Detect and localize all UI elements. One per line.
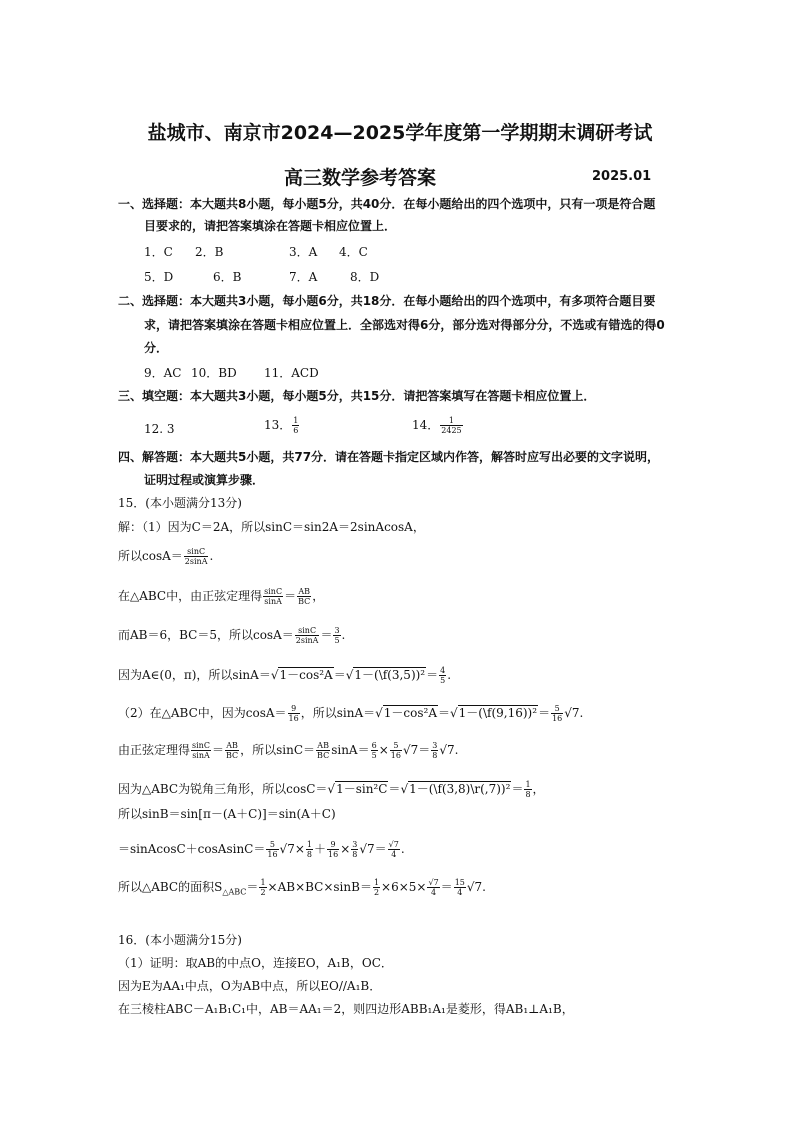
answer-8: 8．D bbox=[350, 270, 380, 284]
frac-num: 3 bbox=[334, 626, 340, 635]
text: . bbox=[482, 880, 486, 894]
text: ＝ bbox=[538, 706, 551, 720]
frac-den: 2 bbox=[373, 888, 380, 897]
text: ＝ bbox=[440, 880, 453, 894]
frac-den: 16 bbox=[267, 850, 278, 859]
frac-num: √7 bbox=[388, 840, 399, 849]
q15-line10 bbox=[118, 840, 405, 859]
text: √7 bbox=[439, 743, 455, 757]
frac-num: sinC bbox=[184, 547, 209, 557]
q16-line2: 因为E为AA₁中点，O为AB中点，所以EO//A₁B． bbox=[118, 979, 382, 993]
frac-num: 1 bbox=[260, 878, 266, 887]
frac-num: 5 bbox=[266, 840, 278, 850]
text: 因为△ABC为锐角三角形，所以cosC＝ bbox=[118, 782, 328, 796]
text: × bbox=[340, 842, 351, 856]
text: . bbox=[447, 668, 452, 682]
text: √7 bbox=[359, 842, 375, 856]
radicand: 1－cos²A bbox=[279, 668, 333, 682]
text: ＝ bbox=[426, 668, 439, 682]
frac-den: 8 bbox=[432, 751, 438, 760]
frac-den: 4 bbox=[457, 888, 463, 897]
frac-den: 16 bbox=[390, 751, 401, 760]
text: ＝ bbox=[374, 842, 387, 856]
frac-den: 8 bbox=[306, 850, 312, 859]
frac-den: 2sinA bbox=[295, 636, 319, 645]
q15-line6: （2）在△ABC中，因为cosA＝ $\frac{9}{16}$ ，所以sinA＝√1－cos²A＝√1－(\f(9,16))²＝ $\frac{5}{16}$ √7. bbox=[118, 704, 584, 723]
frac-den: 16 bbox=[328, 850, 339, 859]
q15-line4 bbox=[118, 626, 345, 645]
frac-num: 1 bbox=[440, 416, 462, 426]
frac-den: 5 bbox=[334, 636, 340, 645]
text: . bbox=[400, 842, 405, 856]
section4-heading-cont: 证明过程或演算步骤． bbox=[144, 473, 265, 487]
answer-6: 6．B bbox=[213, 270, 242, 284]
section4-heading: 四、解答题：本大题共5小题，共77分．请在答题卡指定区域内作答，解答时应写出必要的文字说明， bbox=[118, 450, 660, 464]
answer-3: 3．A bbox=[289, 245, 318, 259]
answer-5: 5．D bbox=[144, 270, 174, 284]
q16-line3: 在三棱柱ABC－A₁B₁C₁中，AB＝AA₁＝2，则四边形ABB₁A₁是菱形，得AB₁⊥A₁B， bbox=[118, 1002, 574, 1016]
answer-10: 10．BD bbox=[191, 366, 237, 380]
answer-14-label: 14． bbox=[412, 418, 440, 432]
frac-num: 15 bbox=[454, 878, 465, 887]
text: √7 bbox=[466, 880, 483, 894]
exam-title: 盐城市、南京市2024—2025学年度第一学期期末调研考试 bbox=[147, 122, 653, 144]
section2-heading-cont: 求，请把答案填涂在答题卡相应位置上．全部选对得6分，部分选对得部分分，不选或有错选的得0 bbox=[144, 318, 665, 332]
frac-den: BC bbox=[317, 751, 330, 760]
text: × bbox=[378, 743, 389, 757]
radicand: 1－sin²C bbox=[336, 782, 388, 796]
answer-4: 4．C bbox=[339, 245, 368, 259]
text: 因为A∈(0，π)，所以sinA＝ bbox=[118, 668, 271, 682]
text: ＝sinAcosC＋cosAsinC＝ bbox=[118, 842, 266, 856]
frac-den: 2sinA bbox=[184, 557, 208, 566]
q16-header: 16．(本小题满分15分) bbox=[118, 933, 242, 947]
frac-den: 2425 bbox=[441, 426, 462, 435]
answer-13 bbox=[264, 416, 300, 435]
q15-line11 bbox=[118, 878, 486, 900]
exam-subtitle: 高三数学参考答案 bbox=[283, 167, 436, 189]
frac-den: 6 bbox=[293, 426, 299, 435]
answer-7: 7．A bbox=[289, 270, 318, 284]
frac-den: 2 bbox=[260, 888, 266, 897]
frac-num: 5 bbox=[390, 741, 402, 751]
radicand: 1－(\f(3,5))² bbox=[354, 668, 426, 682]
frac-den: 16 bbox=[288, 714, 299, 723]
frac-den: 16 bbox=[552, 714, 563, 723]
section2-heading-cont2: 分． bbox=[144, 341, 169, 355]
frac-num: 6 bbox=[371, 741, 377, 750]
text: ＝ bbox=[333, 668, 346, 682]
radicand: 1－(\f(3,8)\r(,7))² bbox=[409, 782, 511, 796]
frac-num: 3 bbox=[352, 840, 358, 849]
answer-14 bbox=[412, 416, 464, 435]
frac-den: sinA bbox=[192, 751, 210, 760]
frac-den: 4 bbox=[391, 850, 397, 859]
text: × bbox=[294, 842, 305, 856]
frac-num: 5 bbox=[551, 704, 563, 714]
text: ＝ bbox=[211, 743, 224, 757]
section1-heading: 一、选择题：本大题共8小题，每小题5分，共40分．在每小题给出的四个选项中，只有一项是符合题 bbox=[118, 197, 656, 211]
frac-num: 1 bbox=[373, 878, 380, 887]
text: ×6×5× bbox=[381, 880, 427, 894]
text: ＝ bbox=[284, 589, 297, 603]
radicand: 1－cos²A bbox=[383, 706, 437, 720]
frac-num: 9 bbox=[327, 840, 339, 850]
section2-heading: 二、选择题：本大题共3小题，每小题6分，共18分．在每小题给出的四个选项中，有多项符合题目要 bbox=[118, 294, 656, 308]
q15-line3 bbox=[118, 587, 324, 606]
frac-num: sinC bbox=[295, 626, 320, 636]
q16-line1: （1）证明：取AB的中点O，连接EO，A₁B，OC． bbox=[118, 956, 393, 970]
text: 所以△ABC的面积S bbox=[118, 880, 223, 894]
frac-den: BC bbox=[225, 751, 239, 760]
answer-9: 9．AC bbox=[144, 366, 182, 380]
q15-header: 15．(本小题满分13分) bbox=[118, 496, 242, 510]
text: . bbox=[579, 706, 584, 720]
frac-num: sinC bbox=[264, 587, 283, 596]
frac-den: BC bbox=[298, 597, 311, 606]
frac-den: 8 bbox=[352, 850, 358, 859]
text: . bbox=[454, 743, 459, 757]
frac-den: sinA bbox=[264, 597, 282, 606]
q15-line7 bbox=[118, 741, 458, 760]
frac-num: 1 bbox=[293, 416, 299, 425]
text: ，所以sinA＝ bbox=[300, 706, 376, 720]
text: 所以cosA＝ bbox=[118, 549, 183, 563]
frac-num: sinC bbox=[192, 741, 210, 750]
answer-1: 1．C bbox=[144, 245, 173, 259]
text: （2）在△ABC中，因为cosA＝ bbox=[118, 706, 287, 720]
text: . bbox=[341, 628, 346, 642]
q15-line8: 因为△ABC为锐角三角形，所以cosC＝√1－sin²C＝√1－(\f(3,8)\r(,7))²＝ $\frac{1}{8}$ ， bbox=[118, 780, 545, 799]
q15-line2 bbox=[118, 547, 213, 566]
answer-2: 2．B bbox=[195, 245, 224, 259]
text: ×AB×BC×sinB＝ bbox=[267, 880, 372, 894]
text: √7 bbox=[564, 706, 580, 720]
text: ＝ bbox=[246, 880, 259, 894]
text: √7 bbox=[279, 842, 295, 856]
section3-heading: 三、填空题：本大题共3小题，每小题5分，共15分．请把答案填写在答题卡相应位置上． bbox=[118, 389, 596, 403]
text: ， bbox=[312, 589, 325, 603]
section1-heading-cont: 目要求的，请把答案填涂在答题卡相应位置上． bbox=[144, 219, 397, 233]
text: sinA＝ bbox=[331, 743, 370, 757]
text: ＝ bbox=[320, 628, 333, 642]
frac-num: 4 bbox=[440, 666, 446, 675]
frac-den: 5 bbox=[371, 751, 377, 760]
q15-line5: 因为A∈(0，π)，所以sinA＝√1－cos²A＝√1－(\f(3,5))²＝ $\frac{4}{5}$ . bbox=[118, 666, 452, 685]
text: 在△ABC中，由正弦定理得 bbox=[118, 589, 263, 603]
text: 由正弦定理得 bbox=[118, 743, 191, 757]
answer-13-label: 13． bbox=[264, 418, 292, 432]
q15-line1: 解：（1）因为C＝2A，所以sinC＝sin2A＝2sinAcosA， bbox=[118, 520, 425, 534]
answer-11: 11．ACD bbox=[264, 366, 319, 380]
frac-den: 5 bbox=[440, 676, 446, 685]
q15-line9: 所以sinB＝sin[π－(A＋C)]＝sin(A＋C) bbox=[118, 807, 336, 821]
text: ，所以sinC＝ bbox=[240, 743, 316, 757]
frac-num: 9 bbox=[288, 704, 300, 714]
frac-num: 1 bbox=[525, 780, 531, 789]
frac-num: AB bbox=[298, 587, 310, 596]
frac-num: 1 bbox=[306, 840, 312, 849]
frac-num: √7 bbox=[428, 878, 439, 887]
text: √7 bbox=[402, 743, 419, 757]
frac-den: 4 bbox=[431, 888, 437, 897]
radicand: 1－(\f(9,16))² bbox=[458, 706, 538, 720]
text: ＝ bbox=[388, 782, 401, 796]
frac-num: 3 bbox=[432, 741, 438, 750]
frac-num: AB bbox=[317, 741, 329, 750]
text: ＝ bbox=[511, 782, 524, 796]
text: ＋ bbox=[313, 842, 326, 856]
text: . bbox=[209, 549, 214, 563]
text: 而AB＝6，BC＝5，所以cosA＝ bbox=[118, 628, 294, 642]
frac-den: 8 bbox=[525, 790, 531, 799]
answer-12: 12. 3 bbox=[144, 422, 175, 436]
exam-date: 2025.01 bbox=[592, 169, 652, 184]
text: ＝ bbox=[418, 743, 431, 757]
frac-num: AB bbox=[226, 741, 238, 750]
subscript: △ABC bbox=[222, 887, 247, 897]
text: ＝ bbox=[438, 706, 451, 720]
text: ， bbox=[532, 782, 545, 796]
